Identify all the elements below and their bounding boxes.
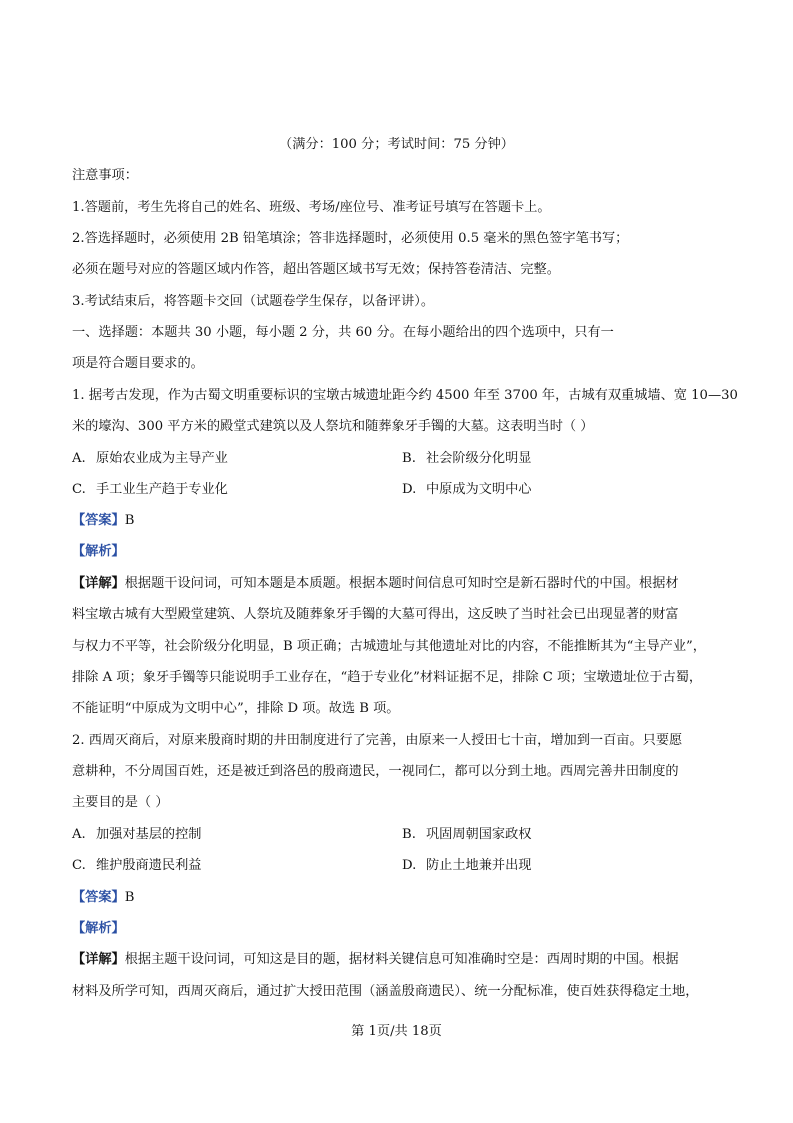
q1-answer: 【答案】B bbox=[72, 513, 135, 528]
q1-detail-line: 不能证明“中原成为文明中心”，排除 D 项。故选 B 项。 bbox=[72, 701, 400, 716]
notice-item: 3.考试结束后，将答题卡交回（试题卷学生保存，以备评讲）。 bbox=[72, 294, 435, 309]
q1-option-d: D. 中原成为文明中心 bbox=[402, 482, 532, 497]
q1-option-c: C. 手工业生产趋于专业化 bbox=[72, 482, 228, 497]
q2-stem-line: 意耕种，不分周国百姓，还是被迁到洛邑的殷商遗民，一视同仁，都可以分到土地。西周完善井田制度的 bbox=[72, 764, 679, 779]
notice-item: 2.答选择题时，必须使用 2B 铅笔填涂；答非选择题时，必须使用 0.5 毫米的黑色签字笔书写； bbox=[72, 231, 629, 246]
notice-item: 1.答题前，考生先将自己的姓名、班级、考场/座位号、准考证号填写在答题卡上。 bbox=[72, 200, 551, 215]
q1-option-a: A. 原始农业成为主导产业 bbox=[72, 451, 228, 466]
q1-detail-line: 料宝墩古城有大型殿堂建筑、人祭坑及随葬象牙手镯的大墓可得出，这反映了当时社会已出现显著的财富 bbox=[72, 607, 679, 622]
q2-answer: 【答案】B bbox=[72, 890, 135, 905]
section-title-cont: 项是符合题目要求的。 bbox=[72, 356, 204, 371]
q2-option-a: A. 加强对基层的控制 bbox=[72, 827, 202, 842]
q2-option-d: D. 防止土地兼并出现 bbox=[402, 858, 532, 873]
section-title: 一、选择题：本题共 30 小题，每小题 2 分，共 60 分。在每小题给出的四个选项中，只有一 bbox=[72, 325, 614, 340]
q1-option-b: B. 社会阶级分化明显 bbox=[402, 451, 532, 466]
q1-detail-line: 与权力不平等，社会阶级分化明显，B 项正确；古城遗址与其他遗址对比的内容，不能推断其为“主导产业”， bbox=[72, 639, 706, 654]
q1-analysis-tag: 【解析】 bbox=[72, 544, 125, 559]
q2-stem-line: 主要目的是（ ） bbox=[72, 795, 169, 810]
q1-detail-line: 【详解】根据题干设问词，可知本题是本质题。根据本题时间信息可知时空是新石器时代的中国。根据材 bbox=[72, 576, 679, 591]
q1-stem-line: 米的壕沟、300 平方米的殿堂式建筑以及人祭坑和随葬象牙手镯的大墓。这表明当时（ ） bbox=[72, 419, 594, 434]
q2-detail-line: 【详解】根据主题干设问词，可知这是目的题，据材料关键信息可知准确时空是：西周时期的中国。根据 bbox=[72, 952, 679, 967]
q1-stem-line: 1. 据考古发现，作为古蜀文明重要标识的宝墩古城遗址距今约 4500 年至 3700 年，古城有双重城墙、宽 10—30 bbox=[72, 388, 738, 403]
q2-stem-line: 2. 西周灭商后，对原来殷商时期的井田制度进行了完善，由原来一人授田七十亩，增加到一百亩。只要愿 bbox=[72, 733, 683, 748]
score-time-header: （满分：100 分；考试时间：75 分钟） bbox=[279, 137, 514, 152]
q2-option-b: B. 巩固周朝国家政权 bbox=[402, 827, 532, 842]
q2-analysis-tag: 【解析】 bbox=[72, 921, 125, 936]
page-footer: 第 1页/共 18页 bbox=[351, 1024, 442, 1039]
notice-item: 必须在题号对应的答题区域内作答，超出答题区域书写无效；保持答卷清洁、完整。 bbox=[72, 262, 560, 277]
q1-detail-line: 排除 A 项；象牙手镯等只能说明手工业存在，“趋于专业化”材料证据不足，排除 C 项；宝墩遗址位于古蜀， bbox=[72, 670, 703, 685]
notice-title: 注意事项： bbox=[72, 168, 138, 183]
q2-option-c: C. 维护殷商遗民利益 bbox=[72, 858, 202, 873]
q2-detail-line: 材料及所学可知，西周灭商后，通过扩大授田范围（涵盖殷商遗民）、统一分配标准，使百姓获得稳定土地， bbox=[72, 984, 699, 999]
